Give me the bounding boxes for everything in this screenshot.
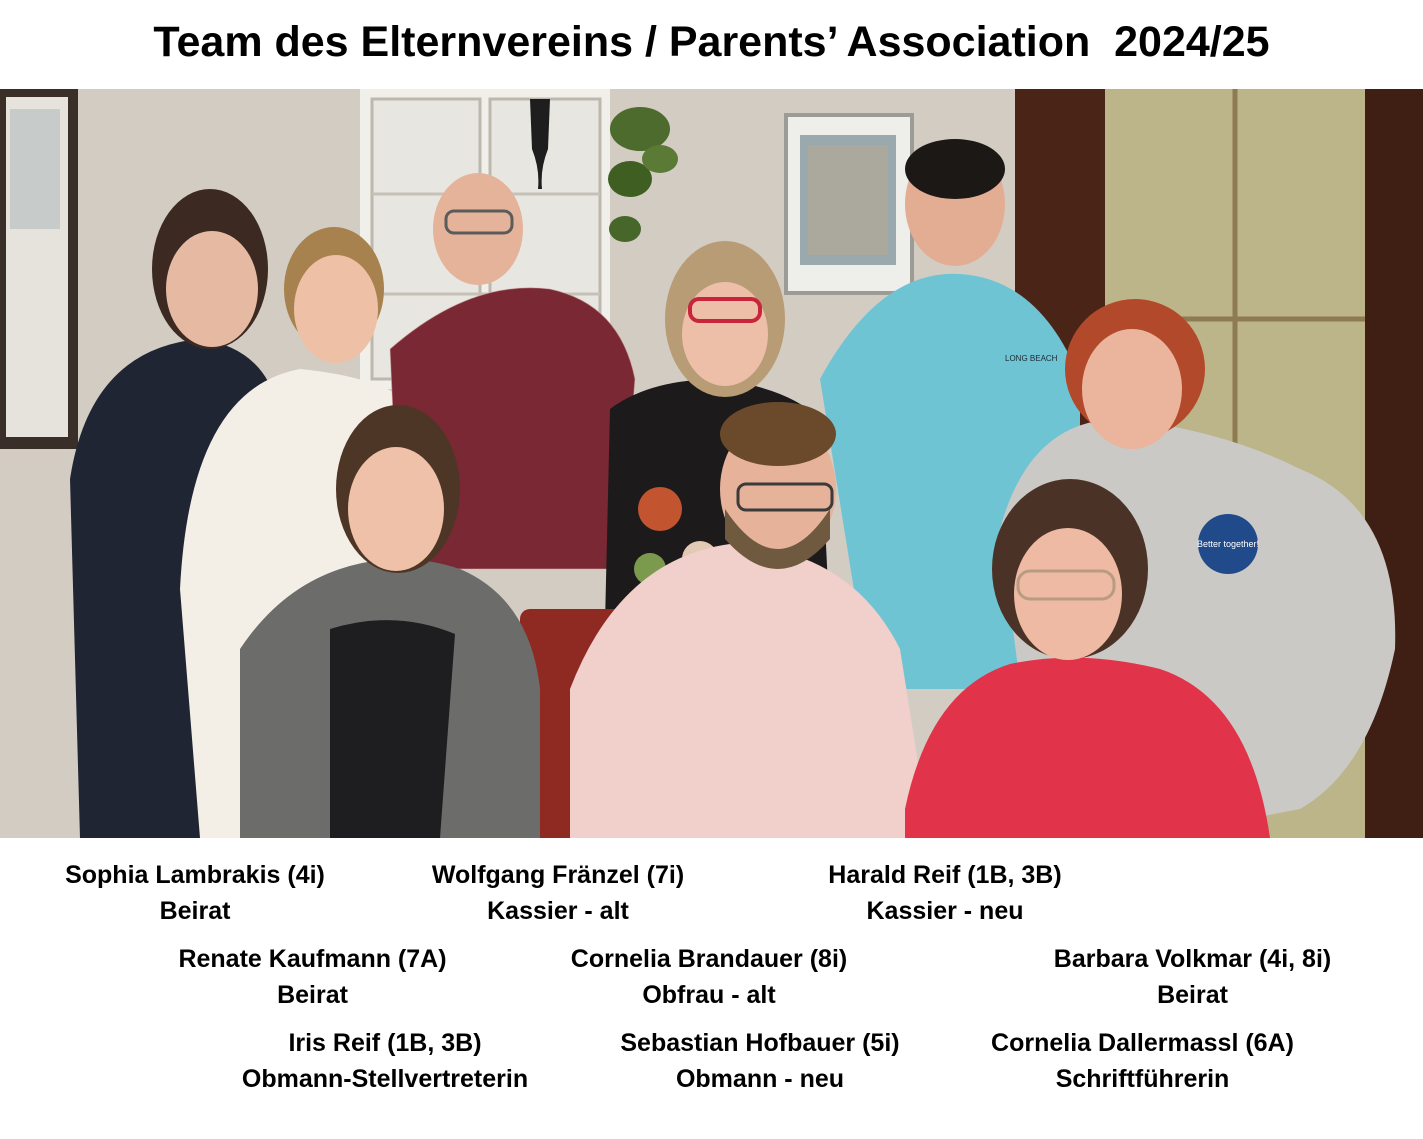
caption-harald [780,857,1110,929]
group-photo [0,89,1423,838]
member-role: Kassier - neu [866,897,1024,925]
member-role: Beirat [277,981,348,1009]
member-name: Sophia Lambrakis (4i) [65,861,325,889]
member-name: Renate Kaufmann (7A) [178,945,447,973]
caption-renate [140,941,485,1013]
member-name: Harald Reif (1B, 3B) [828,861,1062,889]
caption-cornelia-brandauer [530,941,888,1013]
member-name: Sebastian Hofbauer (5i) [620,1029,900,1057]
hoodie-text: Better together! [1196,539,1260,549]
member-role: Schriftführerin [1055,1065,1230,1093]
member-role: Beirat [1157,981,1228,1009]
caption-sophia [30,857,360,929]
member-name: Cornelia Brandauer (8i) [570,945,848,973]
member-name: Cornelia Dallermassl (6A) [991,1029,1294,1057]
caption-iris [200,1025,570,1097]
shirt-text: LONG BEACH [1005,354,1058,363]
caption-sebastian [580,1025,940,1097]
wall-picture-left [0,89,78,449]
member-name: Wolfgang Fränzel (7i) [431,861,685,889]
page-title: Team des Elternvereins / Parents’ Association 2024/25 [153,18,1270,66]
caption-barbara [1015,941,1370,1013]
member-role: Obfrau - alt [642,981,776,1009]
member-role: Obmann-Stellvertreterin [241,1065,529,1093]
caption-cornelia-dallermassl [950,1025,1335,1097]
member-role: Kassier - alt [487,897,629,925]
member-name: Barbara Volkmar (4i, 8i) [1053,945,1332,973]
caption-wolfgang [393,857,723,929]
member-role: Beirat [159,897,231,925]
member-name: Iris Reif (1B, 3B) [288,1029,482,1057]
wall-picture-center [786,115,912,293]
member-role: Obmann - neu [675,1065,845,1093]
